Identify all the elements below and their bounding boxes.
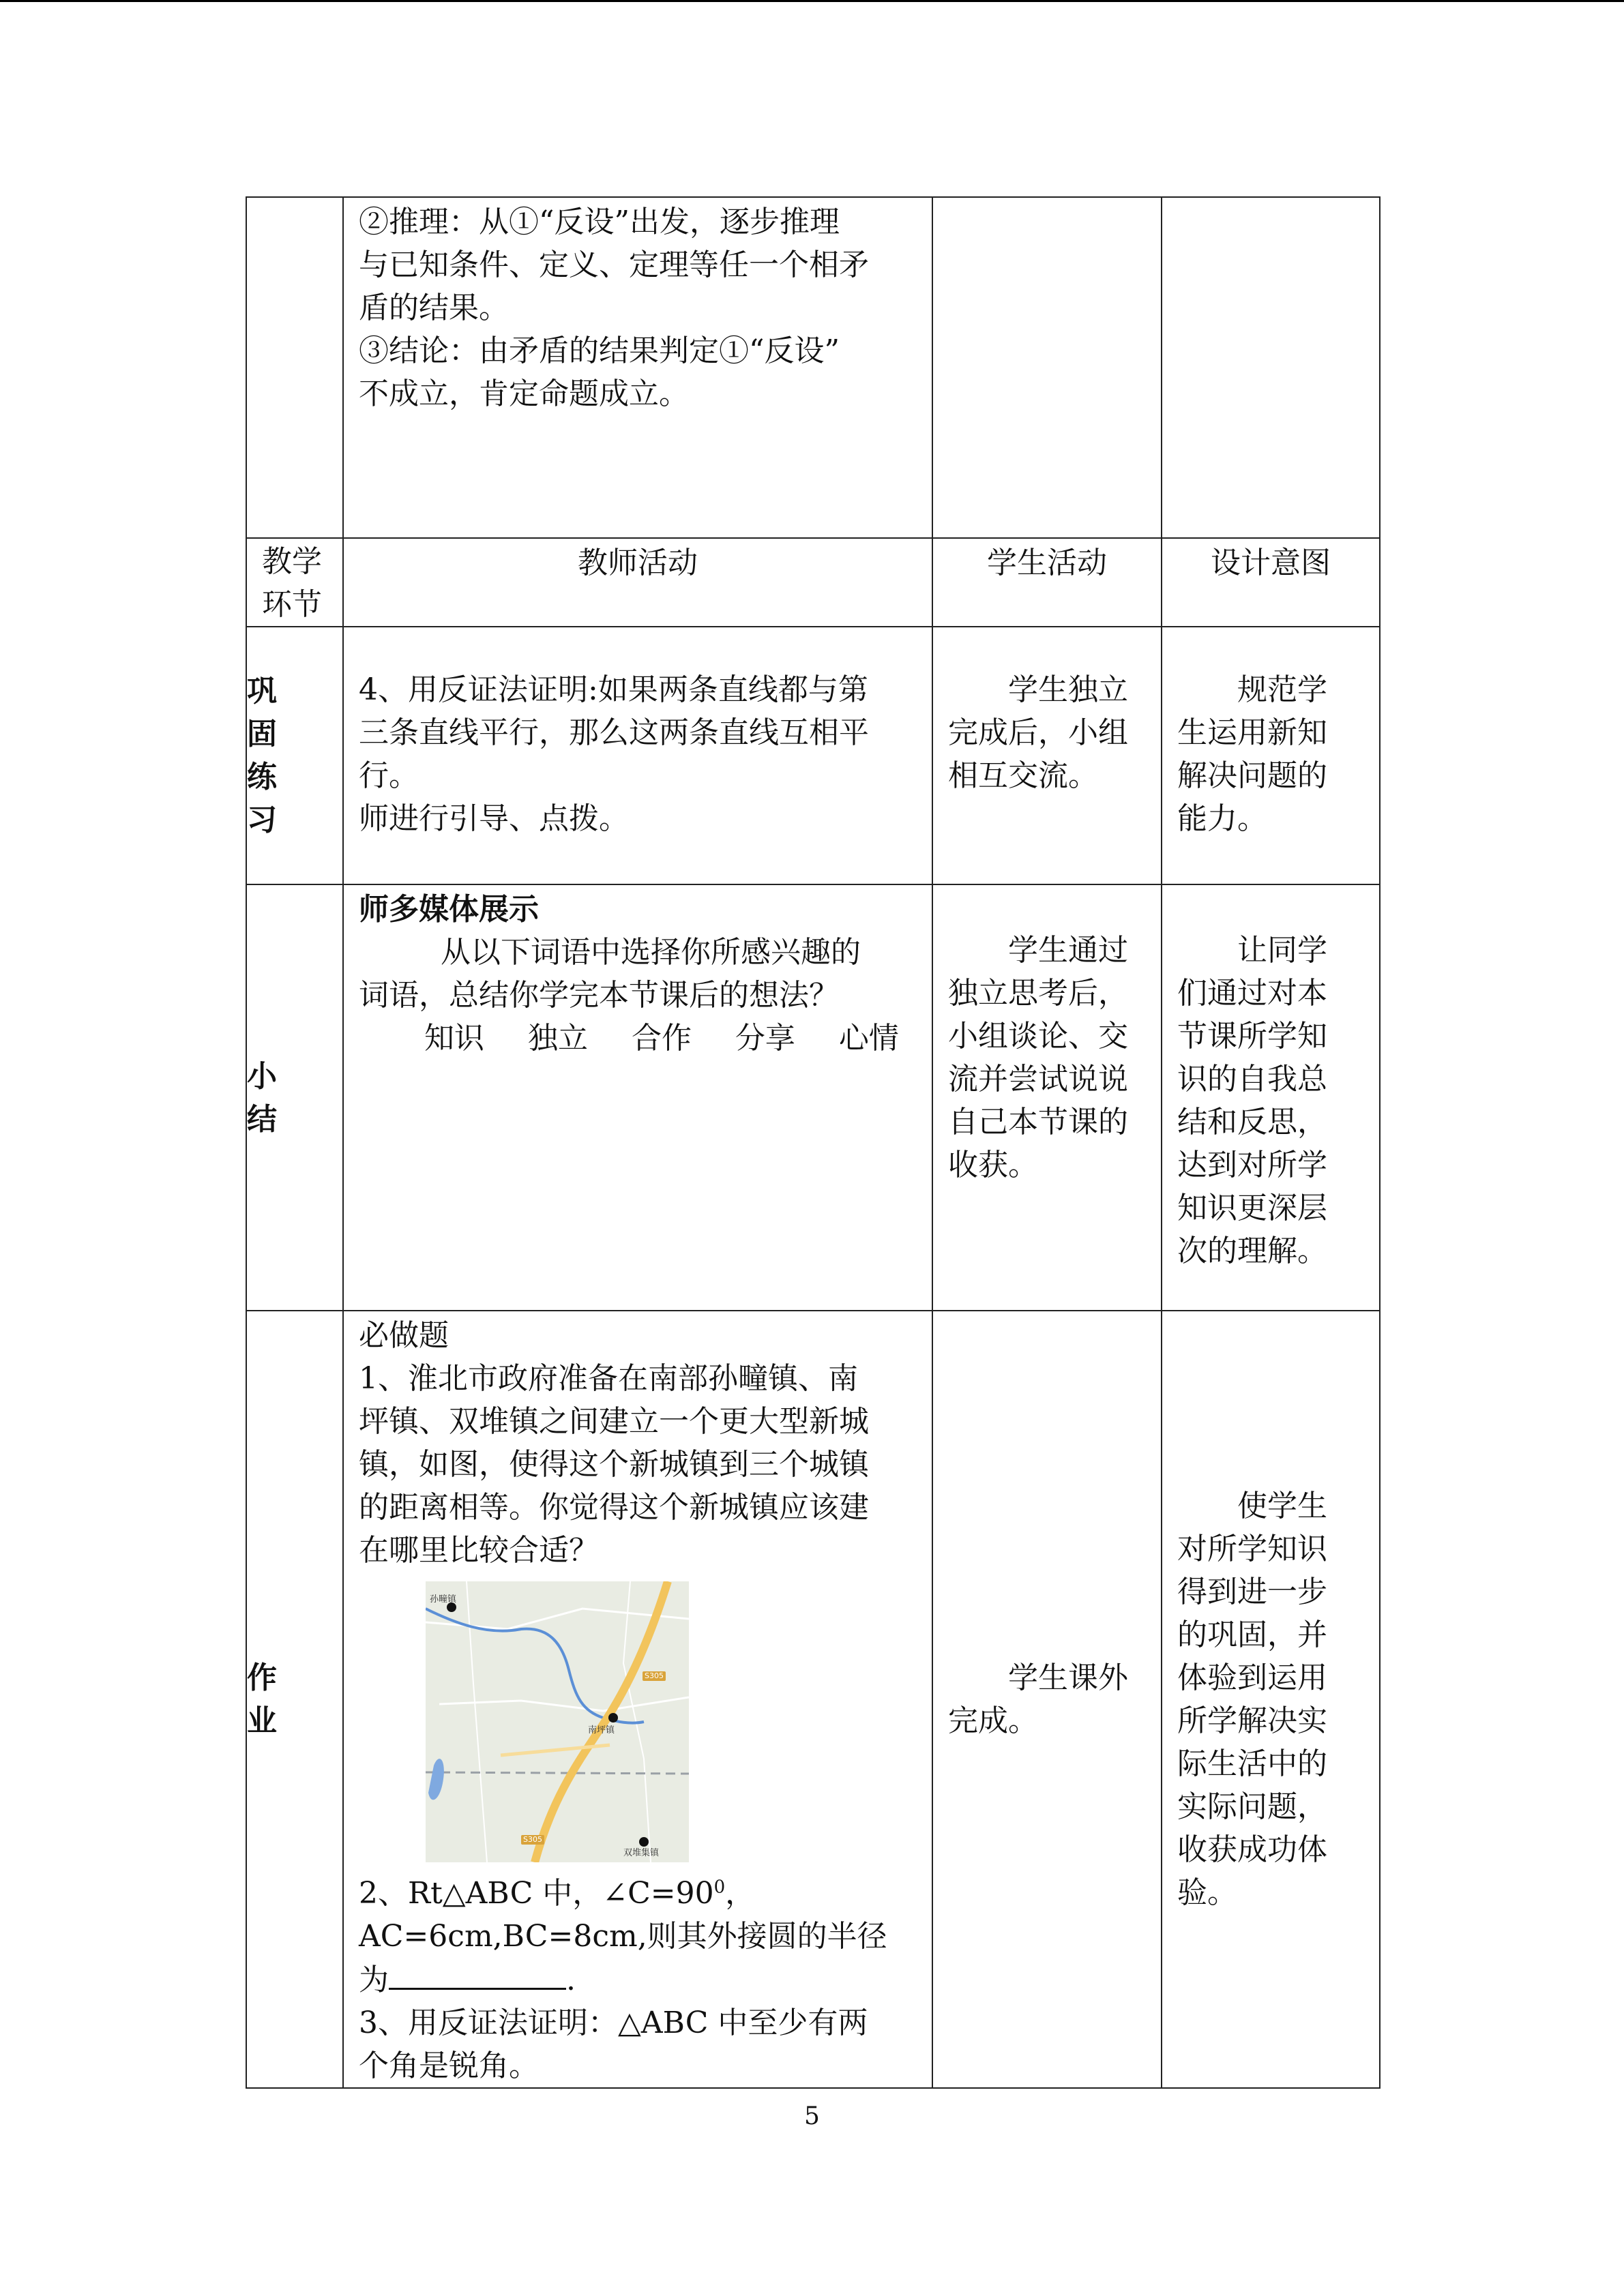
top-border-line xyxy=(0,0,1624,2)
header-section xyxy=(246,538,343,627)
summary-intent-line: 让同学 xyxy=(1237,933,1327,968)
homework-intent-line: 体验到运用 xyxy=(1177,1660,1327,1695)
summary-intent-line: 识的自我总 xyxy=(1177,1062,1327,1097)
header-section-line: 环节 xyxy=(262,587,322,622)
summary-student-line: 收获。 xyxy=(948,1148,1038,1182)
map-graphic xyxy=(426,1581,689,1862)
summary-intent-line: 节课所学知 xyxy=(1177,1019,1327,1054)
homework-intent-line: 收获成功体 xyxy=(1177,1832,1327,1867)
homework-intent-cell xyxy=(1162,1311,1380,2088)
continued-line: ③结论：由矛盾的结果判定①“反设” xyxy=(359,333,840,368)
homework-student-line: 完成。 xyxy=(948,1703,1038,1738)
section-char: 结 xyxy=(247,1101,277,1137)
practice-intent-line: 规范学 xyxy=(1237,672,1327,707)
summary-student-line: 独立思考后， xyxy=(948,976,1128,1011)
header-section-line: 教学 xyxy=(262,544,322,579)
homework-title: 必做题 xyxy=(359,1318,449,1353)
homework-q2-text: 2、Rt△ABC 中，∠C=90 xyxy=(359,1876,714,1911)
homework-section-label xyxy=(246,1311,343,2088)
practice-section-label xyxy=(246,627,343,884)
practice-student-line: 学生独立 xyxy=(1008,672,1128,707)
map-road-label: S305 xyxy=(643,1671,666,1681)
practice-teacher-line: 行。 xyxy=(359,758,419,793)
map-town-label: 孙疃镇 xyxy=(430,1594,457,1605)
homework-q1-line: 镇，如图，使得这个新城镇到三个城镇 xyxy=(359,1447,869,1482)
map-road-label: S305 xyxy=(521,1835,544,1845)
homework-q1-line: 坪镇、双堆镇之间建立一个更大型新城 xyxy=(359,1404,869,1439)
homework-student-line: 学生课外 xyxy=(1008,1660,1128,1695)
practice-teacher-cell xyxy=(343,627,932,884)
homework-q1-line: 在哪里比较合适？ xyxy=(359,1533,599,1568)
summary-student-line: 小组谈论、交 xyxy=(948,1019,1128,1054)
summary-row xyxy=(246,884,1380,1311)
practice-intent-line: 能力。 xyxy=(1177,801,1267,836)
practice-teacher-line: 师进行引导、点拨。 xyxy=(359,801,629,836)
practice-row xyxy=(246,627,1380,884)
homework-intent-line: 得到进一步 xyxy=(1177,1575,1327,1609)
practice-teacher-line: 4、用反证法证明:如果两条直线都与第 xyxy=(359,672,868,707)
continued-line: ②推理：从①“反设”出发，逐步推理 xyxy=(359,205,840,239)
summary-intent-line: 知识更深层 xyxy=(1177,1191,1327,1225)
page-number: 5 xyxy=(804,2102,820,2130)
homework-q2-line xyxy=(359,1958,918,2001)
homework-q2-text: 为 xyxy=(359,1963,389,1997)
summary-teacher-title: 师多媒体展示 xyxy=(359,892,539,927)
answer-blank xyxy=(389,1958,566,1990)
continued-intent-cell xyxy=(1162,197,1380,538)
practice-student-line: 相互交流。 xyxy=(948,758,1098,793)
practice-teacher-line: 三条直线平行，那么这两条直线互相平 xyxy=(359,715,869,750)
homework-intent-line: 使学生 xyxy=(1237,1489,1327,1523)
homework-q1-line: 的距离相等。你觉得这个新城镇应该建 xyxy=(359,1490,869,1525)
continued-teacher-cell xyxy=(343,197,932,538)
map-town-label: 双堆集镇 xyxy=(623,1848,660,1858)
summary-section-label xyxy=(246,884,343,1311)
practice-intent-cell xyxy=(1162,627,1380,884)
homework-q2-text: . xyxy=(566,1963,576,1997)
practice-intent-line: 生运用新知 xyxy=(1177,715,1327,750)
map-town-label: 南坪镇 xyxy=(588,1725,615,1735)
summary-teacher-cell xyxy=(343,884,932,1311)
summary-intent-line: 次的理解。 xyxy=(1177,1234,1327,1268)
continued-section-cell xyxy=(246,197,343,538)
summary-intent-line: 结和反思， xyxy=(1177,1105,1327,1139)
homework-row xyxy=(246,1311,1380,2088)
homework-intent-line: 所学解决实 xyxy=(1177,1703,1327,1738)
summary-teacher-line: 词语，总结你学完本节课后的想法？ xyxy=(359,978,839,1013)
summary-intent-line: 们通过对本 xyxy=(1177,976,1327,1011)
section-char: 小 xyxy=(247,1058,277,1094)
homework-intent-line: 际生活中的 xyxy=(1177,1746,1327,1781)
homework-student-cell xyxy=(932,1311,1162,2088)
header-row xyxy=(246,538,1380,627)
summary-student-line: 流并尝试说说 xyxy=(948,1062,1128,1097)
summary-student-cell xyxy=(932,884,1162,1311)
practice-student-cell xyxy=(932,627,1162,884)
section-char: 固 xyxy=(247,717,277,751)
homework-intent-line: 实际问题， xyxy=(1177,1789,1327,1824)
summary-intent-cell xyxy=(1162,884,1380,1311)
homework-teacher-cell xyxy=(343,1311,932,2088)
section-char: 习 xyxy=(247,803,277,837)
header-student: 学生活动 xyxy=(932,538,1162,627)
header-teacher: 教师活动 xyxy=(343,538,932,627)
homework-q2-line: AC=6cm,BC=8cm,则其外接圆的半径 xyxy=(359,1919,887,1954)
continued-row xyxy=(246,197,1380,538)
practice-intent-line: 解决问题的 xyxy=(1177,758,1327,793)
homework-q1-line: 1、淮北市政府准备在南部孙疃镇、南 xyxy=(359,1361,858,1396)
section-char: 巩 xyxy=(247,674,277,709)
continued-student-cell xyxy=(932,197,1162,538)
degree-superscript: 0 xyxy=(713,1877,726,1898)
summary-student-line: 自己本节课的 xyxy=(948,1105,1128,1139)
homework-q3-line: 个角是锐角。 xyxy=(359,2048,539,2083)
practice-student-line: 完成后，小组 xyxy=(948,715,1128,750)
summary-keywords: 知识 独立 合作 分享 心情 xyxy=(424,1021,899,1056)
homework-intent-line: 的巩固，并 xyxy=(1177,1617,1327,1652)
summary-intent-line: 达到对所学 xyxy=(1177,1148,1327,1182)
homework-q2-text: ， xyxy=(725,1876,756,1911)
homework-intent-line: 对所学知识 xyxy=(1177,1532,1327,1566)
town-map-image xyxy=(426,1581,689,1862)
header-intent: 设计意图 xyxy=(1162,538,1380,627)
lesson-plan-table xyxy=(246,196,1381,2089)
continued-line: 与已知条件、定义、定理等任一个相矛 xyxy=(359,248,869,282)
homework-intent-line: 验。 xyxy=(1177,1875,1237,1910)
homework-q3-line: 3、用反证法证明：△ABC 中至少有两 xyxy=(359,2006,868,2040)
summary-teacher-line: 从以下词语中选择你所感兴趣的 xyxy=(441,935,861,970)
homework-q2-line xyxy=(359,1872,918,1915)
continued-line: 不成立，肯定命题成立。 xyxy=(359,376,689,411)
continued-line: 盾的结果。 xyxy=(359,290,509,325)
summary-student-line: 学生通过 xyxy=(1008,933,1128,968)
section-char: 作 xyxy=(247,1660,277,1695)
section-char: 业 xyxy=(247,1703,277,1738)
section-char: 练 xyxy=(247,760,277,794)
